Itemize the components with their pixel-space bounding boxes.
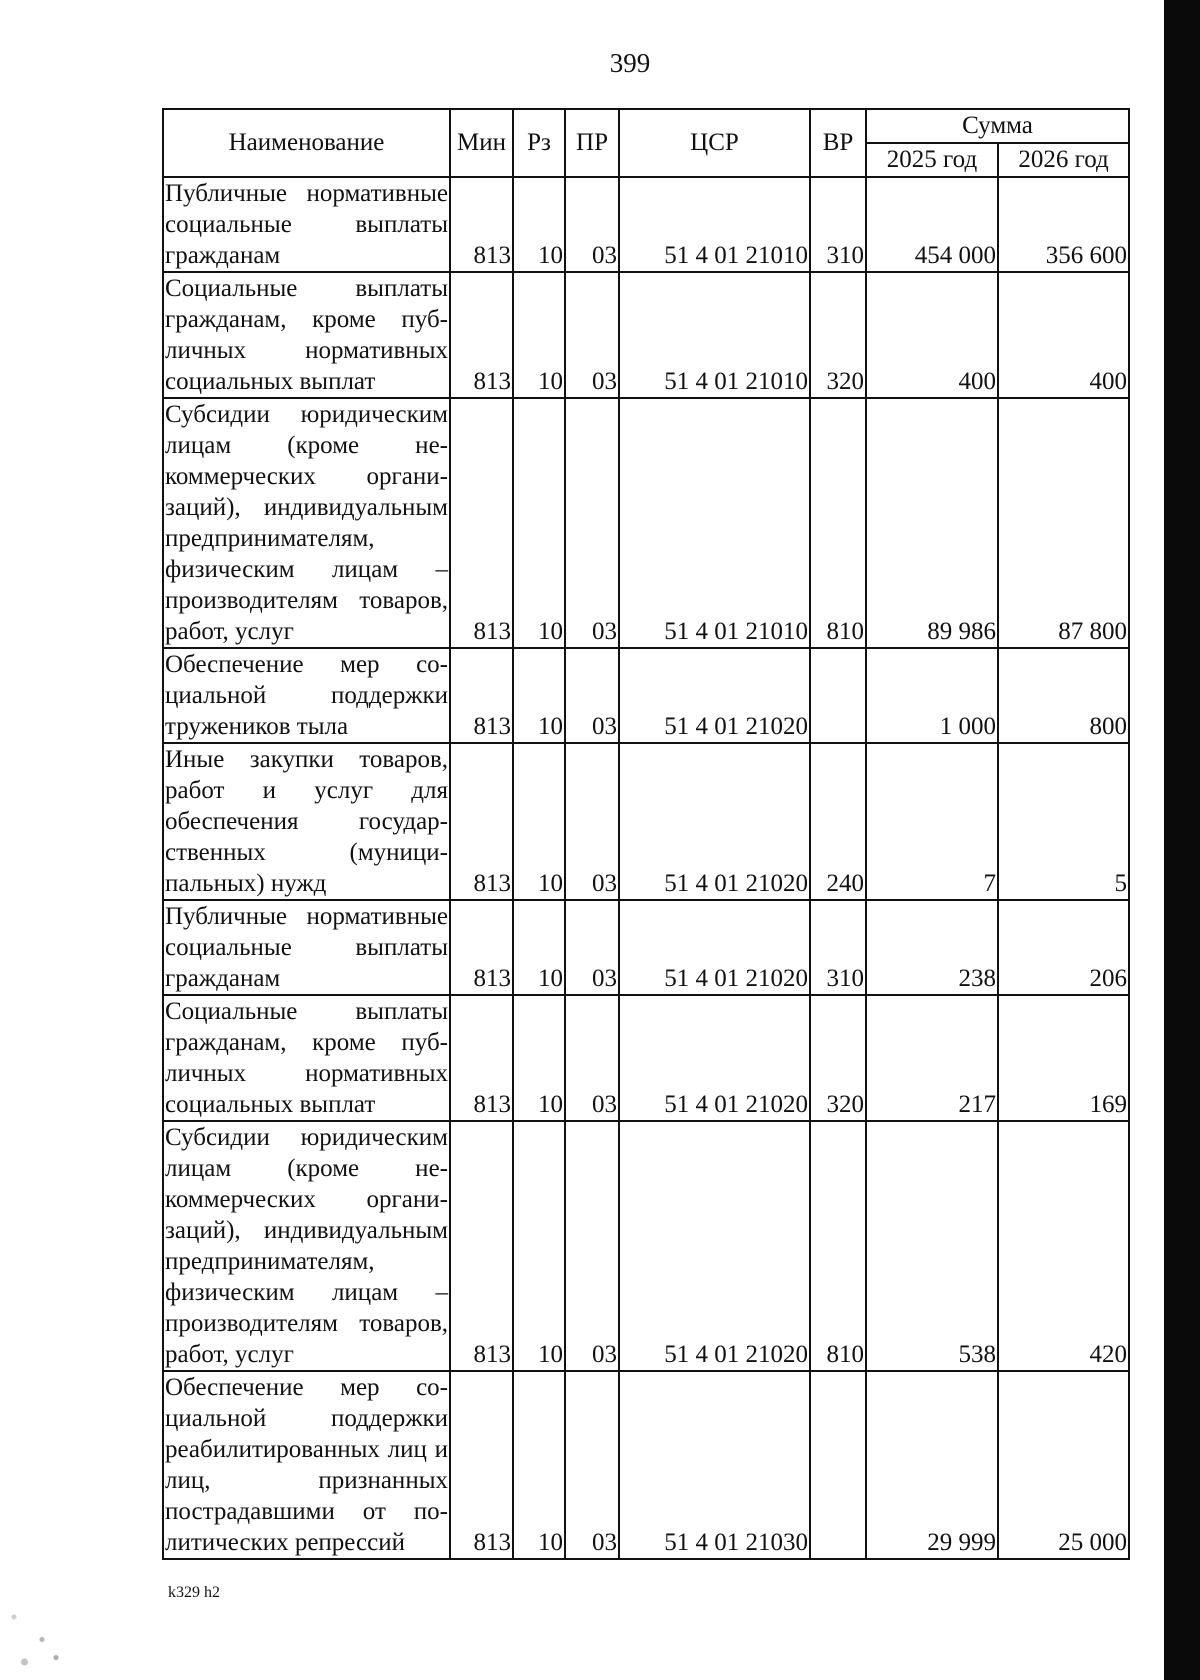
row-2025: 538: [866, 1121, 998, 1371]
header-vr: ВР: [810, 109, 866, 177]
row-rz: 10: [513, 177, 565, 272]
header-sum: Сумма: [866, 109, 1129, 143]
row-2025: 238: [866, 900, 998, 995]
row-pr: 03: [565, 743, 619, 900]
row-2026: 800: [998, 648, 1129, 743]
row-2025: 217: [866, 995, 998, 1121]
row-name: Обеспечение мер социальной поддержки тружеников тыла: [163, 648, 450, 743]
row-2026: 169: [998, 995, 1129, 1121]
header-rz: Рз: [513, 109, 565, 177]
row-name: Обеспечение мер социальной поддержки реабилитированных лиц и лиц, признанных пострадавшими от политических репрессий: [163, 1371, 450, 1559]
row-rz: 10: [513, 1121, 565, 1371]
row-pr: 03: [565, 995, 619, 1121]
row-min: 813: [450, 900, 513, 995]
row-csr: 51 4 01 21020: [619, 995, 810, 1121]
table-row: [163, 995, 1129, 1121]
row-pr: 03: [565, 1121, 619, 1371]
row-name: Социальные выплаты гражданам, кроме публичных нормативных социальных выплат: [163, 995, 450, 1121]
row-csr: 51 4 01 21020: [619, 900, 810, 995]
row-csr: 51 4 01 21010: [619, 177, 810, 272]
row-2026: 5: [998, 743, 1129, 900]
row-2025: 454 000: [866, 177, 998, 272]
row-vr: 310: [810, 177, 866, 272]
row-2026: 25 000: [998, 1371, 1129, 1559]
header-pr: ПР: [565, 109, 619, 177]
row-rz: 10: [513, 743, 565, 900]
row-csr: 51 4 01 21020: [619, 743, 810, 900]
table-row: [163, 398, 1129, 648]
table-row: [163, 648, 1129, 743]
row-rz: 10: [513, 398, 565, 648]
row-csr: 51 4 01 21020: [619, 1121, 810, 1371]
row-min: 813: [450, 1121, 513, 1371]
table-row: [163, 1371, 1129, 1559]
page-number: 399: [609, 48, 651, 78]
row-vr: 810: [810, 1121, 866, 1371]
header-name: Наименование: [163, 109, 450, 177]
row-csr: 51 4 01 21030: [619, 1371, 810, 1559]
row-csr: 51 4 01 21010: [619, 272, 810, 398]
row-rz: 10: [513, 900, 565, 995]
row-csr: 51 4 01 21010: [619, 398, 810, 648]
footer-code: k329 h2: [168, 1584, 220, 1601]
row-rz: 10: [513, 648, 565, 743]
row-min: 813: [450, 177, 513, 272]
header-2026: 2026 год: [998, 143, 1129, 177]
row-pr: 03: [565, 272, 619, 398]
row-name: Субсидии юридическим лицам (кроме некоммерческих организаций), индивидуальным предпринимателям, физическим лицам – производителям товаров, работ, услуг: [163, 1121, 450, 1371]
header-csr: ЦСР: [619, 109, 810, 177]
scan-edge-bar: [1164, 0, 1200, 1680]
row-vr: [810, 1371, 866, 1559]
table-row: [163, 900, 1129, 995]
row-vr: 320: [810, 995, 866, 1121]
row-pr: 03: [565, 648, 619, 743]
row-name: Иные закупки товаров, работ и услуг для обеспечения государственных (муниципальных) нужд: [163, 743, 450, 900]
row-name: Субсидии юридическим лицам (кроме некоммерческих организаций), индивидуальным предпринимателям, физическим лицам – производителям товаров, работ, услуг: [163, 398, 450, 648]
scan-speckle: [0, 1590, 70, 1680]
table-row: [163, 272, 1129, 398]
table-row: [163, 1121, 1129, 1371]
row-min: 813: [450, 995, 513, 1121]
row-pr: 03: [565, 177, 619, 272]
row-2025: 400: [866, 272, 998, 398]
row-2026: 400: [998, 272, 1129, 398]
row-min: 813: [450, 1371, 513, 1559]
header-2025: 2025 год: [866, 143, 998, 177]
row-vr: 310: [810, 900, 866, 995]
row-vr: 320: [810, 272, 866, 398]
row-vr: [810, 648, 866, 743]
row-2026: 206: [998, 900, 1129, 995]
table-row: [163, 177, 1129, 272]
row-2025: 1 000: [866, 648, 998, 743]
header-min: Мин: [450, 109, 513, 177]
row-pr: 03: [565, 1371, 619, 1559]
row-rz: 10: [513, 995, 565, 1121]
budget-table: [162, 108, 1130, 1560]
row-name: Социальные выплаты гражданам, кроме публичных нормативных социальных выплат: [163, 272, 450, 398]
row-2026: 87 800: [998, 398, 1129, 648]
row-rz: 10: [513, 1371, 565, 1559]
row-2026: 356 600: [998, 177, 1129, 272]
row-2025: 89 986: [866, 398, 998, 648]
row-csr: 51 4 01 21020: [619, 648, 810, 743]
row-pr: 03: [565, 398, 619, 648]
row-rz: 10: [513, 272, 565, 398]
row-pr: 03: [565, 900, 619, 995]
row-vr: 240: [810, 743, 866, 900]
row-2026: 420: [998, 1121, 1129, 1371]
table-row: [163, 743, 1129, 900]
header-row-1: [163, 109, 1129, 143]
row-min: 813: [450, 743, 513, 900]
row-name: Публичные нормативные социальные выплаты гражданам: [163, 900, 450, 995]
row-vr: 810: [810, 398, 866, 648]
row-2025: 7: [866, 743, 998, 900]
row-name: Публичные нормативные социальные выплаты гражданам: [163, 177, 450, 272]
row-min: 813: [450, 272, 513, 398]
row-min: 813: [450, 648, 513, 743]
row-min: 813: [450, 398, 513, 648]
row-2025: 29 999: [866, 1371, 998, 1559]
